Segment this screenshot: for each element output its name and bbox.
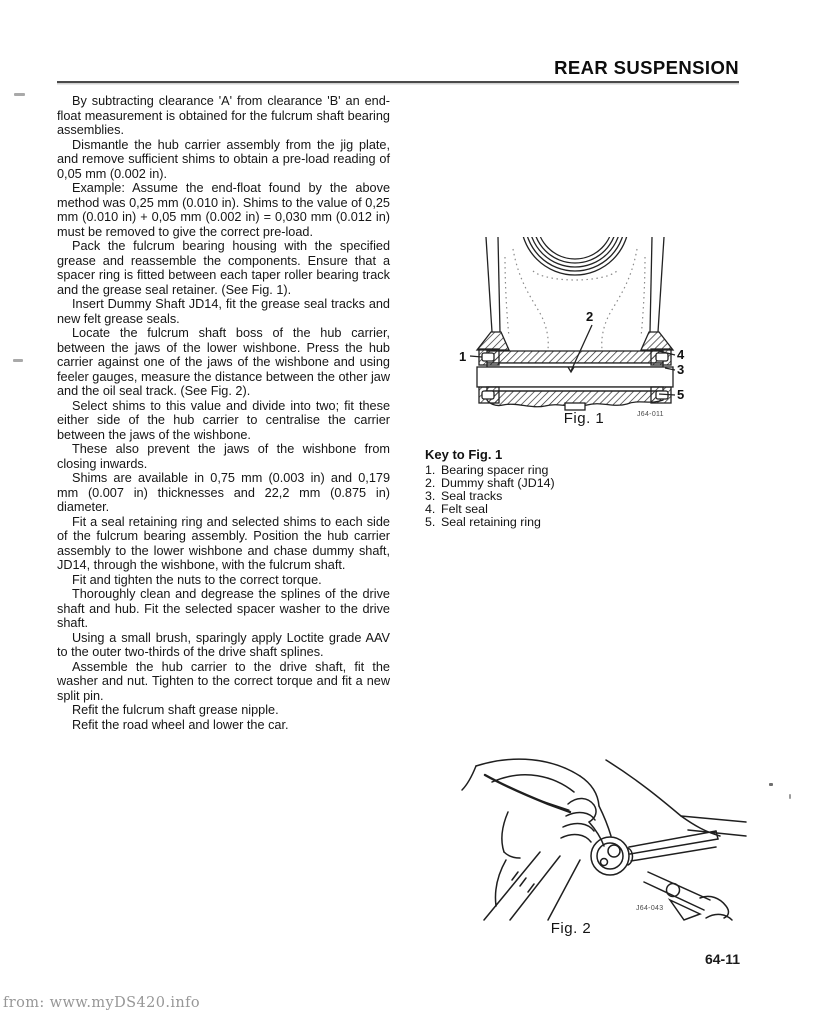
- paragraph: Refit the road wheel and lower the car.: [72, 717, 289, 732]
- paragraph: Pack the fulcrum bearing housing with the specified grease and reassemble the components. Ensure that a spacer ring is fitted between each taper roller bearing track and the grease seal retainer. (See Fig. 1).: [57, 239, 390, 297]
- paragraph: Assemble the hub carrier to the drive shaft, fit the washer and nut. Tighten to the correct torque and fit a new split pin.: [57, 659, 390, 703]
- page-title: REAR SUSPENSION: [554, 57, 739, 78]
- key-item-label: Seal tracks: [441, 489, 503, 503]
- paragraph: Insert Dummy Shaft JD14, fit the grease seal tracks and new felt grease seals.: [57, 297, 390, 326]
- key-item-label: Bearing spacer ring: [441, 463, 549, 477]
- paragraph: Shims are available in 0,75 mm (0.003 in) and 0,179 mm (0.007 in) thicknesses and 22,2 mm (0.875 in) diameter.: [57, 471, 390, 514]
- paragraph: Dismantle the hub carrier assembly from the jig plate, and remove sufficient shims to obtain a pre-load reading of 0,05 mm (0.002 in).: [57, 137, 390, 181]
- paragraph: Select shims to this value and divide into two; fit these either side of the hub carrier to centralise the carrier between the jaws of the wishbone.: [57, 398, 390, 442]
- header-rule: [57, 81, 739, 83]
- fig1-callout-3: 3: [677, 362, 685, 377]
- paragraph: Using a small brush, sparingly apply Loctite grade AAV to the outer two-thirds of the drive shaft splines.: [57, 630, 390, 659]
- fig1-callout-4: 4: [677, 347, 685, 362]
- key-item-number: 3.: [425, 489, 436, 503]
- key-item-label: Felt seal: [441, 502, 488, 516]
- scan-artifact-speck: [789, 794, 791, 799]
- key-item-number: 4.: [425, 502, 436, 516]
- key-item-number: 1.: [425, 463, 436, 477]
- paragraph: Thoroughly clean and degrease the splines of the drive shaft and hub. Fit the selected spacer washer to the drive shaft.: [57, 587, 390, 630]
- paragraph: Locate the fulcrum shaft boss of the hub carrier, between the jaws of the lower wishbone. Press the hub carrier against one of the jaws of the wishbone and using feeler gauges, measure the distance between the other jaw and the oil seal track. (See Fig. 2).: [57, 326, 390, 398]
- body-text-column: [57, 94, 390, 732]
- watermark-text: from: www.myDS420.info: [3, 995, 201, 1011]
- paragraph: Fit a seal retaining ring and selected shims to each side of the fulcrum bearing assembly. Position the hub carrier assembly to the lower wishbone and chase dummy shaft, JD14, through the wishbone, with the fulcrum shaft.: [57, 514, 390, 572]
- figure-2-drawing: [448, 752, 748, 922]
- key-heading: Key to Fig. 1: [425, 447, 503, 462]
- scan-artifact-dash: [14, 93, 25, 96]
- fig2-reference-code: J64-043: [636, 905, 664, 912]
- paragraph: Example: Assume the end-float found by the above method was 0,25 mm (0.010 in). Shims to the value of 0,25 mm (0.010 in) + 0,05 mm (0.002 in) = 0,030 mm (0.012 in) must be removed to give the correct pre-load.: [57, 181, 390, 239]
- paragraph: These also prevent the jaws of the wishbone from closing inwards.: [57, 442, 390, 471]
- paragraph: By subtracting clearance 'A' from clearance 'B' an end-float measurement is obtained for the fulcrum shaft bearing assemblies.: [57, 94, 390, 137]
- figure-1-drawing: [455, 237, 695, 412]
- fig1-callout-2: 2: [586, 309, 594, 324]
- page-number: 64-11: [704, 951, 740, 967]
- paragraph: Refit the fulcrum shaft grease nipple.: [72, 703, 279, 717]
- fig1-caption: Fig. 1: [563, 410, 605, 427]
- key-item-number: 2.: [425, 476, 436, 490]
- paragraph: Fit and tighten the nuts to the correct torque.: [72, 572, 322, 587]
- key-item-number: 5.: [425, 515, 436, 529]
- scan-artifact-dash: [13, 359, 23, 362]
- scan-artifact-speck: [769, 783, 773, 786]
- key-item-label: Seal retaining ring: [441, 515, 541, 529]
- fig2-caption: Fig. 2: [550, 920, 592, 937]
- fig1-reference-code: J64-011: [637, 411, 664, 418]
- key-list: [425, 464, 555, 529]
- key-item-label: Dummy shaft (JD14): [441, 476, 555, 490]
- key-item: [425, 516, 555, 529]
- fig1-callout-5: 5: [677, 387, 685, 402]
- fig1-callout-1: 1: [459, 349, 467, 364]
